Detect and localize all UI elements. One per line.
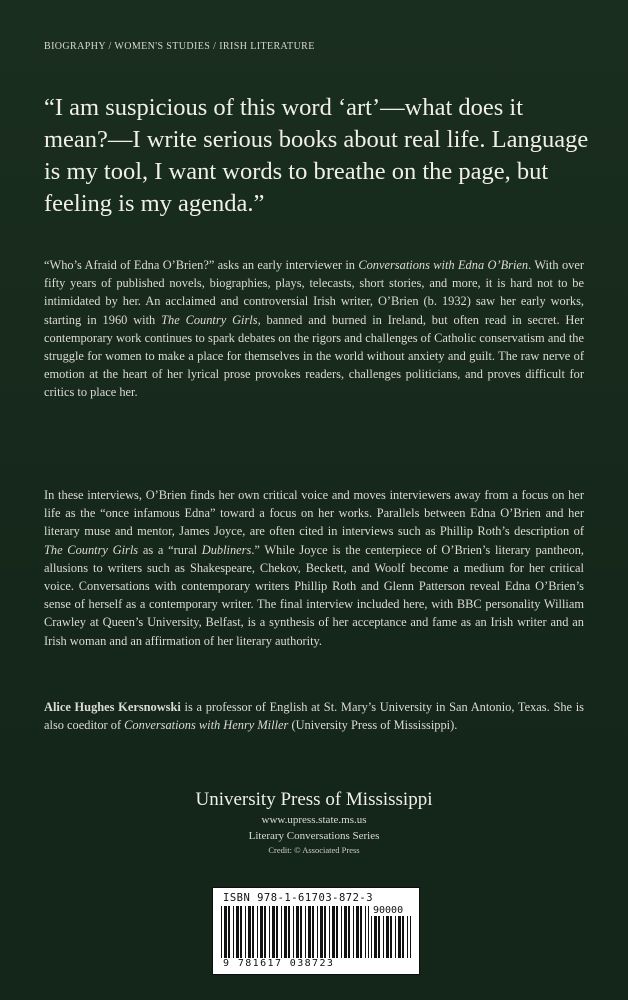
barcode-bar	[410, 916, 411, 958]
barcode-bar	[407, 916, 408, 958]
barcode-bar	[272, 906, 275, 958]
barcode-bar	[336, 906, 338, 958]
pull-quote: “I am suspicious of this word ‘art’—what does it mean?—I write serious books about real life. Language is my tool, I want words to breathe on the page, but feeling is my agenda.”	[44, 94, 589, 217]
barcode-bar	[296, 906, 299, 958]
barcode-bar	[269, 906, 270, 958]
barcode-bar	[300, 906, 302, 958]
paragraph3-segment: Conversations with Henry Miller	[124, 718, 289, 733]
barcode-bar	[264, 906, 266, 958]
barcode-bar	[288, 906, 290, 958]
paragraph1-segment: “Who’s Afraid of Edna O’Brien?” asks an early interviewer in	[44, 258, 359, 272]
barcode-bar	[360, 906, 362, 958]
description-paragraph-2	[44, 486, 584, 650]
author-bio	[44, 698, 584, 734]
barcode-bar	[236, 906, 239, 958]
paragraph3-segment: Alice Hughes Kersnowski	[44, 700, 181, 714]
barcode-bar	[402, 916, 404, 958]
series-name: Literary Conversations Series	[248, 830, 380, 842]
publisher-name: University Press of Mississippi	[195, 789, 433, 810]
barcode-bar	[257, 906, 258, 958]
barcode-bar	[252, 906, 254, 958]
barcode-bar	[308, 906, 311, 958]
barcode-bar	[341, 906, 342, 958]
barcode-bar	[395, 916, 396, 958]
paragraph2-segment: .” While Joyce is the centerpiece of O’Brien’s literary pantheon, allusions to writers such as Shakespeare, Chekov, Beckett, and Woolf become a medium for her critical voice. Conversations with contemporary writers Phillip Roth and Glenn Patterson reveal Edna O’Brien’s sense of herself as a contemporary writer. The final interview included here, with BBC personality William Crawley at Queen’s University, Belfast, is a synthesis of her acceptance and fame as an Irish writer and an Irish woman and an affirmation of her literary authority.	[44, 542, 584, 648]
barcode-bar	[248, 906, 251, 958]
barcode-bar	[324, 906, 326, 958]
paragraph2-segment: as a “rural	[138, 542, 202, 557]
barcode-bar	[344, 906, 347, 958]
barcode-bar	[281, 906, 282, 958]
paragraph1-segment: . With over fifty years of published novels, biographies, plays, telecasts, short stories, and more, it is hard not to be intimidated by her. An acclaimed and controversial Irish writer, O’Brien (b. 1932) saw her early works, starting in 1960 with	[44, 258, 584, 327]
barcode-bar	[390, 916, 392, 958]
barcode-bar	[260, 906, 263, 958]
paragraph2-segment: The Country Girls	[44, 542, 139, 557]
barcode-bar	[365, 906, 366, 958]
price-code: 90000	[373, 905, 404, 916]
barcode-bar	[374, 916, 377, 958]
barcode-bar	[312, 906, 314, 958]
barcode-bar	[353, 906, 354, 958]
barcode-bar	[317, 906, 318, 958]
isbn-label: ISBN 978-1-61703-872-3	[223, 892, 374, 904]
photo-credit: Credit: © Associated Press	[268, 845, 360, 855]
barcode-bar	[284, 906, 287, 958]
paragraph1-segment: , banned and burned in Ireland, but often read in secret. Her contemporary work continues to spark debates on the rigors and challenges of Catholic conservatism and the struggle for women to make a place for themselves in the world without anxiety and guilt. The raw nerve of emotion at the heart of her lyrical prose provokes readers, challenges politicians, and proves difficult for critics to place her.	[44, 312, 584, 400]
barcode-bar	[398, 916, 401, 958]
paragraph3-segment: is a professor of English at St. Mary’s University in San Antonio, Texas. She is also coeditor of	[44, 700, 584, 733]
paragraph3-segment: (University Press of Mississippi).	[288, 718, 458, 733]
barcode-bar	[305, 906, 306, 958]
description-paragraph-1	[44, 256, 584, 402]
category-line: BIOGRAPHY / WOMEN'S STUDIES / IRISH LITERATURE	[44, 41, 315, 52]
barcode-bar	[320, 906, 323, 958]
barcode-bar	[383, 916, 384, 958]
barcode-bar	[224, 906, 227, 958]
paragraph2-segment: Dubliners	[201, 542, 252, 557]
barcode-bar	[332, 906, 335, 958]
barcode-bar	[348, 906, 350, 958]
paragraph1-segment: Conversations with Edna O’Brien	[358, 258, 529, 272]
publisher-url: www.upress.state.ms.us	[261, 814, 367, 826]
barcode-bar	[233, 906, 234, 958]
publisher-imprint	[0, 788, 628, 857]
barcode-bar	[245, 906, 246, 958]
barcode-bar	[228, 906, 230, 958]
isbn-barcode	[212, 887, 420, 975]
barcode-digits: 9 781617 038723	[223, 958, 335, 969]
ean-barcode-bars	[221, 906, 369, 958]
paragraph2-segment: In these interviews, O’Brien finds her own critical voice and moves interviewers away from a focus on her life as the “once infamous Edna” toward a focus on her works. Parallels between Edna O’Brien and her literary muse and mentor, James Joyce, are often cited in interviews such as Phillip Roth’s description of	[44, 488, 584, 539]
paragraph1-segment: The Country Girls	[161, 312, 258, 327]
barcode-bar	[386, 916, 389, 958]
barcode-bar	[368, 906, 369, 958]
barcode-bar	[293, 906, 294, 958]
barcode-bar	[240, 906, 242, 958]
barcode-bar	[276, 906, 278, 958]
barcode-bar	[371, 916, 372, 958]
barcode-bar	[329, 906, 330, 958]
barcode-bar	[356, 906, 359, 958]
price-barcode-bars	[371, 916, 411, 958]
barcode-bar	[378, 916, 380, 958]
barcode-bar	[221, 906, 222, 958]
